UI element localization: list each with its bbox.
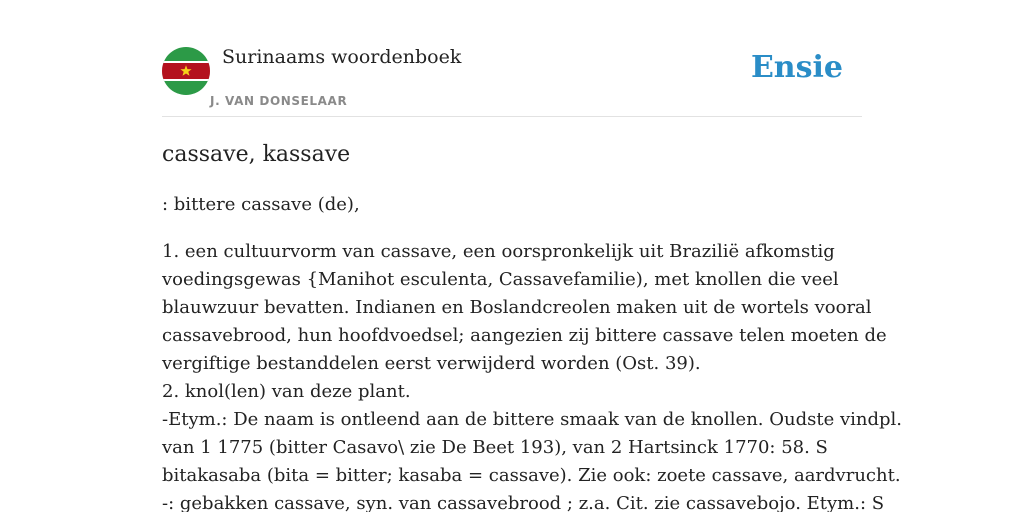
entry-headword: cassave, kassave — [162, 142, 351, 167]
definition-line: blauwzuur bevatten. Indianen en Boslandcreolen maken uit de wortels vooral — [162, 297, 872, 318]
dictionary-title[interactable]: Surinaams woordenboek — [222, 46, 462, 68]
definition-line: cassavebrood, hun hoofdvoedsel; aangezien zij bittere cassave telen moeten de — [162, 325, 887, 346]
definition-line: van 1 1775 (bitter Casavo\ zie De Beet 193), van 2 Hartsinck 1770: 58. S — [162, 437, 828, 458]
dictionary-author: J. VAN DONSELAAR — [210, 94, 348, 108]
entry-subhead: : bittere cassave (de), — [162, 194, 360, 215]
definition-line: 1. een cultuurvorm van cassave, een oorspronkelijk uit Brazilië afkomstig — [162, 241, 835, 262]
definition-line: 2. knol(len) van deze plant. — [162, 381, 411, 402]
definition-line: bitakasaba (bita = bitter; kasaba = cassave). Zie ook: zoete cassave, aardvrucht. — [162, 465, 901, 486]
entry-content — [162, 140, 902, 512]
definition-line: voedingsgewas {Manihot esculenta, Cassavefamilie), met knollen die veel — [162, 269, 839, 290]
definition-line: -: gebakken cassave, syn. van cassavebrood ; z.a. Cit. zie cassavebojo. Etym.: S — [162, 493, 885, 512]
site-header — [162, 0, 862, 117]
definition-line: vergiftige bestanddelen eerst verwijderd worden (Ost. 39). — [162, 353, 701, 374]
entry-definition — [162, 238, 902, 512]
suriname-flag-icon[interactable] — [162, 47, 210, 95]
ensie-logo[interactable]: Ensie — [750, 50, 843, 85]
definition-line: -Etym.: De naam is ontleend aan de bittere smaak van de knollen. Oudste vindpl. — [162, 409, 902, 430]
